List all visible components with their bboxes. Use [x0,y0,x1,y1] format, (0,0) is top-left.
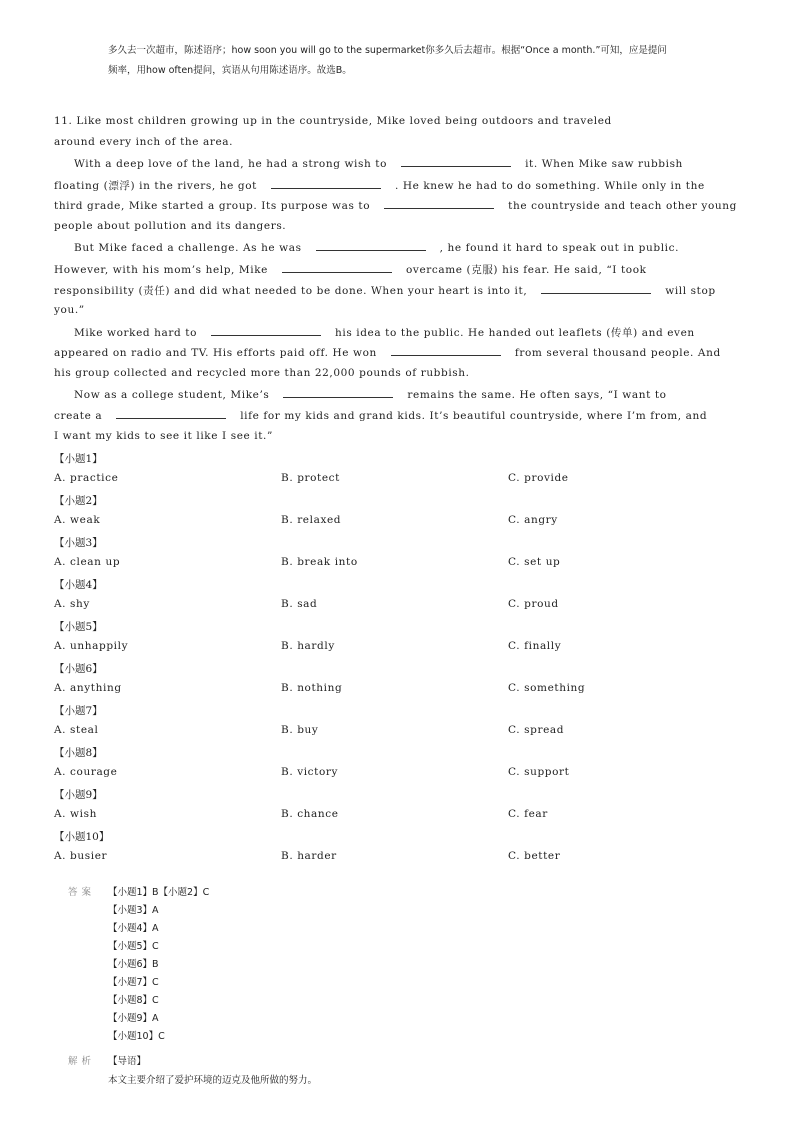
answer-blank[interactable] [391,346,501,356]
option-b[interactable]: B. break into [281,556,358,568]
option-b[interactable]: B. nothing [281,682,343,694]
option-c[interactable]: C. spread [508,724,565,736]
option-c[interactable]: C. set up [508,556,561,568]
analysis-heading: 【导语】 [108,1056,147,1067]
question-label: 【小题7】 [54,705,103,717]
intro-line-2: 频率，用how often提问，宾语从句用陈述语序。故选B。 [108,65,352,76]
option-a[interactable]: A. wish [54,808,97,820]
answer-label: 答案 [68,887,96,898]
answer-line: 【小题8】C [108,995,159,1006]
question-label: 【小题1】 [54,453,103,465]
answer-line: 【小题9】A [108,1013,159,1024]
option-a[interactable]: A. weak [54,514,101,526]
question-label: 【小题10】 [54,831,110,843]
option-b[interactable]: B. hardly [281,640,335,652]
answer-line: 【小题7】C [108,977,159,988]
answer-line: 【小题1】B【小题2】C [108,887,210,898]
passage-line: people about pollution and its dangers. [54,220,287,232]
option-a[interactable]: A. shy [54,598,90,610]
option-b[interactable]: B. protect [281,472,340,484]
answer-line: 【小题5】C [108,941,159,952]
option-c[interactable]: C. fear [508,808,548,820]
option-b[interactable]: B. buy [281,724,319,736]
question-label: 【小题6】 [54,663,103,675]
option-b[interactable]: B. relaxed [281,514,342,526]
passage-line: you.” [54,304,85,316]
option-c[interactable]: C. finally [508,640,562,652]
passage-line: However, with his mom’s help, Mike overcame (克服) his fear. He said, “I took [54,264,647,276]
passage-line: his group collected and recycled more than 22,000 pounds of rubbish. [54,367,470,379]
answer-line: 【小题3】A [108,905,159,916]
question-label: 【小题2】 [54,495,103,507]
question-label: 【小题5】 [54,621,103,633]
option-b[interactable]: B. victory [281,766,339,778]
answer-blank[interactable] [116,409,226,419]
option-a[interactable]: A. unhappily [54,640,129,652]
option-c[interactable]: C. provide [508,472,569,484]
option-c[interactable]: C. angry [508,514,558,526]
option-a[interactable]: A. courage [54,766,118,778]
option-a[interactable]: A. practice [54,472,119,484]
passage-line: around every inch of the area. [54,136,234,148]
option-b[interactable]: B. sad [281,598,318,610]
answer-blank[interactable] [282,263,392,273]
option-c[interactable]: C. proud [508,598,559,610]
passage-line: appeared on radio and TV. His efforts paid off. He won from several thousand people. And [54,347,721,359]
passage-line: But Mike faced a challenge. As he was , he found it hard to speak out in public. [74,242,680,254]
option-c[interactable]: C. better [508,850,561,862]
passage-line: Mike worked hard to his idea to the public. He handed out leaflets (传单) and even [74,327,695,339]
answer-line: 【小题10】C [108,1031,165,1042]
passage-line: Now as a college student, Mike’s remains the same. He often says, “I want to [74,389,667,401]
question-label: 【小题3】 [54,537,103,549]
option-a[interactable]: A. clean up [54,556,121,568]
analysis-text: 本文主要介绍了爱护环境的迈克及他所做的努力。 [108,1075,318,1086]
option-b[interactable]: B. harder [281,850,337,862]
answer-blank[interactable] [401,157,511,167]
question-label: 【小题4】 [54,579,103,591]
answer-blank[interactable] [211,326,321,336]
passage-line: 11. Like most children growing up in the countryside, Mike loved being outdoors and traveled [54,115,612,127]
passage-line: third grade, Mike started a group. Its purpose was to the countryside and teach other young [54,200,737,212]
answer-blank[interactable] [384,199,494,209]
answer-blank[interactable] [271,179,381,189]
option-c[interactable]: C. something [508,682,586,694]
answer-blank[interactable] [283,388,393,398]
answer-line: 【小题6】B [108,959,159,970]
answer-line: 【小题4】A [108,923,159,934]
option-b[interactable]: B. chance [281,808,339,820]
analysis-label: 解析 [68,1056,96,1067]
passage-line: I want my kids to see it like I see it.” [54,430,273,442]
answer-blank[interactable] [541,284,651,294]
question-label: 【小题9】 [54,789,103,801]
option-a[interactable]: A. anything [54,682,122,694]
passage-line: With a deep love of the land, he had a strong wish to it. When Mike saw rubbish [74,158,683,170]
passage-line: responsibility (责任) and did what needed to be done. When your heart is into it, will stop [54,285,716,297]
option-c[interactable]: C. support [508,766,570,778]
passage-line: create a life for my kids and grand kids. It’s beautiful countryside, where I’m from, and [54,410,708,422]
passage-line: floating (漂浮) in the rivers, he got . He knew he had to do something. While only in the [54,180,705,192]
option-a[interactable]: A. busier [54,850,108,862]
question-label: 【小题8】 [54,747,103,759]
intro-line-1: 多久去一次超市，陈述语序；how soon you will go to the supermarket你多久后去超市。根据“Once a month.”可知，应是提问 [108,45,667,56]
option-a[interactable]: A. steal [54,724,99,736]
answer-blank[interactable] [316,241,426,251]
